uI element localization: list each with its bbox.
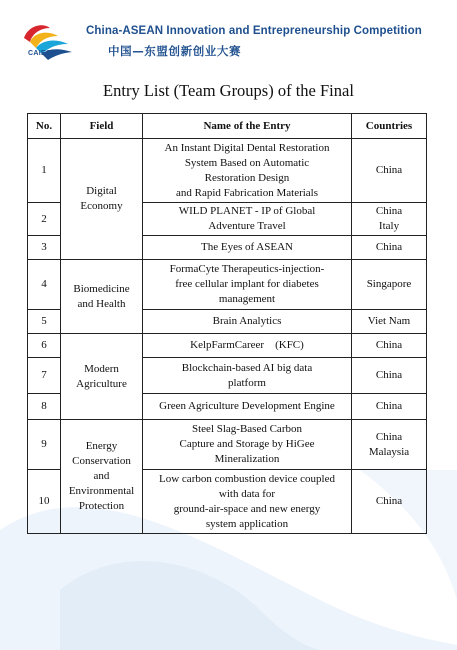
field-cell: Biomedicine and Health bbox=[61, 260, 143, 334]
entry-country: China bbox=[352, 139, 427, 203]
entry-name: Blockchain-based AI big data platform bbox=[143, 358, 352, 394]
entry-country: China Malaysia bbox=[352, 420, 427, 470]
entry-country: China bbox=[352, 394, 427, 420]
entry-name: FormaCyte Therapeutics-injection- free cellular implant for diabetes management bbox=[143, 260, 352, 310]
table-row bbox=[28, 260, 427, 310]
entry-no: 5 bbox=[28, 310, 61, 334]
table-header-row bbox=[28, 114, 427, 139]
entry-no: 1 bbox=[28, 139, 61, 203]
field-cell: Digital Economy bbox=[61, 139, 143, 260]
entry-name: The Eyes of ASEAN bbox=[143, 236, 352, 260]
entry-name: Steel Slag-Based Carbon Capture and Storage by HiGee Mineralization bbox=[143, 420, 352, 470]
entry-no: 10 bbox=[28, 470, 61, 534]
header-countries: Countries bbox=[352, 114, 427, 139]
entry-no: 6 bbox=[28, 334, 61, 358]
entry-no: 3 bbox=[28, 236, 61, 260]
competition-title-cn: 中国—东盟创新创业大赛 bbox=[108, 44, 242, 58]
entry-name: WILD PLANET - IP of Global Adventure Travel bbox=[143, 203, 352, 236]
entry-no: 2 bbox=[28, 203, 61, 236]
caiec-logo-icon bbox=[20, 20, 76, 64]
page-header bbox=[0, 0, 457, 70]
entry-name: An Instant Digital Dental Restoration System Based on Automatic Restoration Design and Rapid Fabrication Materials bbox=[143, 139, 352, 203]
page-title: Entry List (Team Groups) of the Final bbox=[103, 81, 354, 100]
competition-title-en: China-ASEAN Innovation and Entrepreneurship Competition bbox=[86, 25, 422, 37]
logo-text: CAIEC bbox=[28, 50, 52, 57]
entry-country: Singapore bbox=[352, 260, 427, 310]
field-cell: Modern Agriculture bbox=[61, 334, 143, 420]
entry-name: Brain Analytics bbox=[143, 310, 352, 334]
entry-no: 8 bbox=[28, 394, 61, 420]
table-row bbox=[28, 139, 427, 203]
field-cell: Energy Conservation and Environmental Protection bbox=[61, 420, 143, 534]
table-row bbox=[28, 334, 427, 358]
entry-country: China bbox=[352, 236, 427, 260]
entry-no: 9 bbox=[28, 420, 61, 470]
entry-name: Green Agriculture Development Engine bbox=[143, 394, 352, 420]
entry-table bbox=[27, 113, 427, 534]
entry-country: China Italy bbox=[352, 203, 427, 236]
header-no: No. bbox=[28, 114, 61, 139]
entry-country: China bbox=[352, 358, 427, 394]
entry-name: KelpFarmCareer (KFC) bbox=[143, 334, 352, 358]
entry-country: China bbox=[352, 334, 427, 358]
entry-country: China bbox=[352, 470, 427, 534]
entry-no: 7 bbox=[28, 358, 61, 394]
entry-no: 4 bbox=[28, 260, 61, 310]
header-entry-name: Name of the Entry bbox=[143, 114, 352, 139]
table-row bbox=[28, 420, 427, 470]
header-field: Field bbox=[61, 114, 143, 139]
entry-name: Low carbon combustion device coupled with data for ground-air-space and new energy system application bbox=[143, 470, 352, 534]
entry-country: Viet Nam bbox=[352, 310, 427, 334]
